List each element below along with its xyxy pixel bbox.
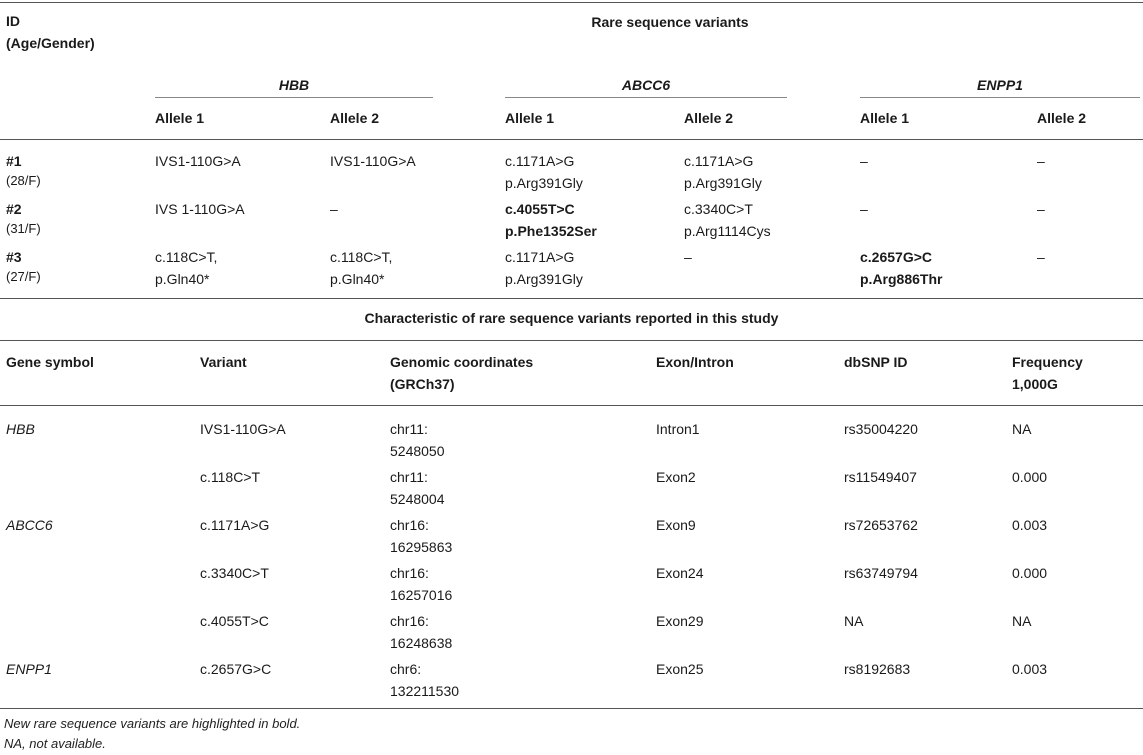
cell-exon-intron: Exon29	[656, 613, 704, 629]
allele-header-hbb-2: Allele 2	[330, 110, 380, 126]
cell-genomic-coordinates: chr16: 16257016	[390, 565, 453, 603]
cell-enpp1-a1: –	[860, 153, 868, 169]
table1-title: Rare sequence variants	[591, 14, 749, 30]
allele-header-abcc6-1: Allele 1	[505, 110, 555, 126]
cell-frequency: 0.003	[1012, 661, 1048, 677]
table2-bottom-rule	[0, 708, 1143, 709]
header-exon-intron: Exon/Intron	[656, 354, 734, 370]
cell-variant: c.1171A>G	[200, 517, 270, 533]
cell-abcc6-a1: c.1171A>G p.Arg391Gly	[505, 153, 583, 191]
gene-header-enpp1: ENPP1	[977, 77, 1023, 93]
gene-rule-enpp1	[860, 97, 1140, 98]
cell-dbsnp-id: NA	[844, 613, 864, 629]
cell-abcc6-a2: c.3340C>T p.Arg1114Cys	[684, 201, 771, 239]
id-header	[6, 10, 95, 54]
header-dbsnp-id: dbSNP ID	[844, 354, 908, 370]
cell-enpp1-a1: c.2657G>C p.Arg886Thr	[860, 249, 943, 287]
cell-frequency: NA	[1012, 421, 1032, 437]
cell-variant: c.3340C>T	[200, 565, 269, 581]
allele-header-enpp1-2: Allele 2	[1037, 110, 1087, 126]
table-row	[6, 198, 41, 238]
cell-enpp1-a2: –	[1037, 201, 1045, 217]
table2-title-rule	[0, 340, 1143, 341]
cell-frequency: 0.000	[1012, 565, 1048, 581]
gene-rule-hbb	[155, 97, 433, 98]
cell-hbb-a1: IVS 1-110G>A	[155, 201, 245, 217]
cell-dbsnp-id: rs11549407	[844, 469, 917, 485]
cell-gene-symbol: ABCC6	[6, 517, 53, 533]
cell-exon-intron: Exon9	[656, 517, 696, 533]
cell-frequency: 0.000	[1012, 469, 1048, 485]
header-variant: Variant	[200, 354, 247, 370]
footnote-na: NA, not available.	[4, 736, 106, 751]
cell-genomic-coordinates: chr16: 16295863	[390, 517, 453, 555]
table2-header-rule	[0, 405, 1143, 406]
cell-frequency: 0.003	[1012, 517, 1048, 533]
cell-dbsnp-id: rs8192683	[844, 661, 911, 677]
cell-hbb-a2: IVS1-110G>A	[330, 153, 416, 169]
cell-dbsnp-id: rs72653762	[844, 517, 918, 533]
cell-gene-symbol: HBB	[6, 421, 35, 437]
cell-abcc6-a1: c.4055T>C p.Phe1352Ser	[505, 201, 597, 239]
cell-genomic-coordinates: chr11: 5248050	[390, 421, 445, 459]
cell-variant: IVS1-110G>A	[200, 421, 286, 437]
header-frequency: Frequency 1,000G	[1012, 354, 1083, 392]
patient-age-gender: (28/F)	[6, 173, 41, 188]
cell-exon-intron: Exon2	[656, 469, 696, 485]
table-row	[6, 150, 41, 190]
gene-header-hbb: HBB	[278, 77, 310, 93]
cell-gene-symbol: ENPP1	[6, 661, 52, 677]
cell-enpp1-a2: –	[1037, 249, 1045, 265]
gene-rule-abcc6	[505, 97, 787, 98]
cell-exon-intron: Intron1	[656, 421, 700, 437]
allele-header-enpp1-1: Allele 1	[860, 110, 910, 126]
cell-variant: c.4055T>C	[200, 613, 269, 629]
top-rule	[0, 2, 1143, 3]
patient-id: #1	[6, 153, 22, 169]
cell-hbb-a1: IVS1-110G>A	[155, 153, 241, 169]
cell-enpp1-a2: –	[1037, 153, 1045, 169]
patient-age-gender: (31/F)	[6, 221, 41, 236]
cell-dbsnp-id: rs35004220	[844, 421, 918, 437]
table-row	[6, 246, 41, 286]
table2-title: Characteristic of rare sequence variants reported in this study	[364, 310, 779, 326]
cell-dbsnp-id: rs63749794	[844, 565, 918, 581]
patient-id: #2	[6, 201, 22, 217]
footnote-bold: New rare sequence variants are highlighted in bold.	[4, 716, 301, 731]
cell-exon-intron: Exon24	[656, 565, 704, 581]
allele-header-abcc6-2: Allele 2	[684, 110, 734, 126]
cell-frequency: NA	[1012, 613, 1032, 629]
cell-variant: c.118C>T	[200, 469, 261, 485]
header-gene-symbol: Gene symbol	[6, 354, 94, 370]
cell-exon-intron: Exon25	[656, 661, 704, 677]
cell-genomic-coordinates: chr11: 5248004	[390, 469, 445, 507]
cell-abcc6-a2: –	[684, 249, 692, 265]
cell-hbb-a2: –	[330, 201, 338, 217]
cell-abcc6-a2: c.1171A>G p.Arg391Gly	[684, 153, 762, 191]
cell-variant: c.2657G>C	[200, 661, 272, 677]
id-header-line1: ID	[6, 13, 20, 29]
patient-id: #3	[6, 249, 22, 265]
cell-hbb-a2: c.118C>T, p.Gln40*	[330, 249, 393, 287]
cell-genomic-coordinates: chr6: 132211530	[390, 661, 460, 699]
gene-header-abcc6: ABCC6	[621, 77, 671, 93]
cell-enpp1-a1: –	[860, 201, 868, 217]
header-genomic-coordinates: Genomic coordinates (GRCh37)	[390, 354, 534, 392]
table1-header-rule	[0, 139, 1143, 140]
cell-abcc6-a1: c.1171A>G p.Arg391Gly	[505, 249, 583, 287]
cell-genomic-coordinates: chr16: 16248638	[390, 613, 453, 651]
id-header-line2: (Age/Gender)	[6, 35, 95, 51]
allele-header-hbb-1: Allele 1	[155, 110, 205, 126]
patient-age-gender: (27/F)	[6, 269, 41, 284]
cell-hbb-a1: c.118C>T, p.Gln40*	[155, 249, 218, 287]
table1-bottom-rule	[0, 298, 1143, 299]
